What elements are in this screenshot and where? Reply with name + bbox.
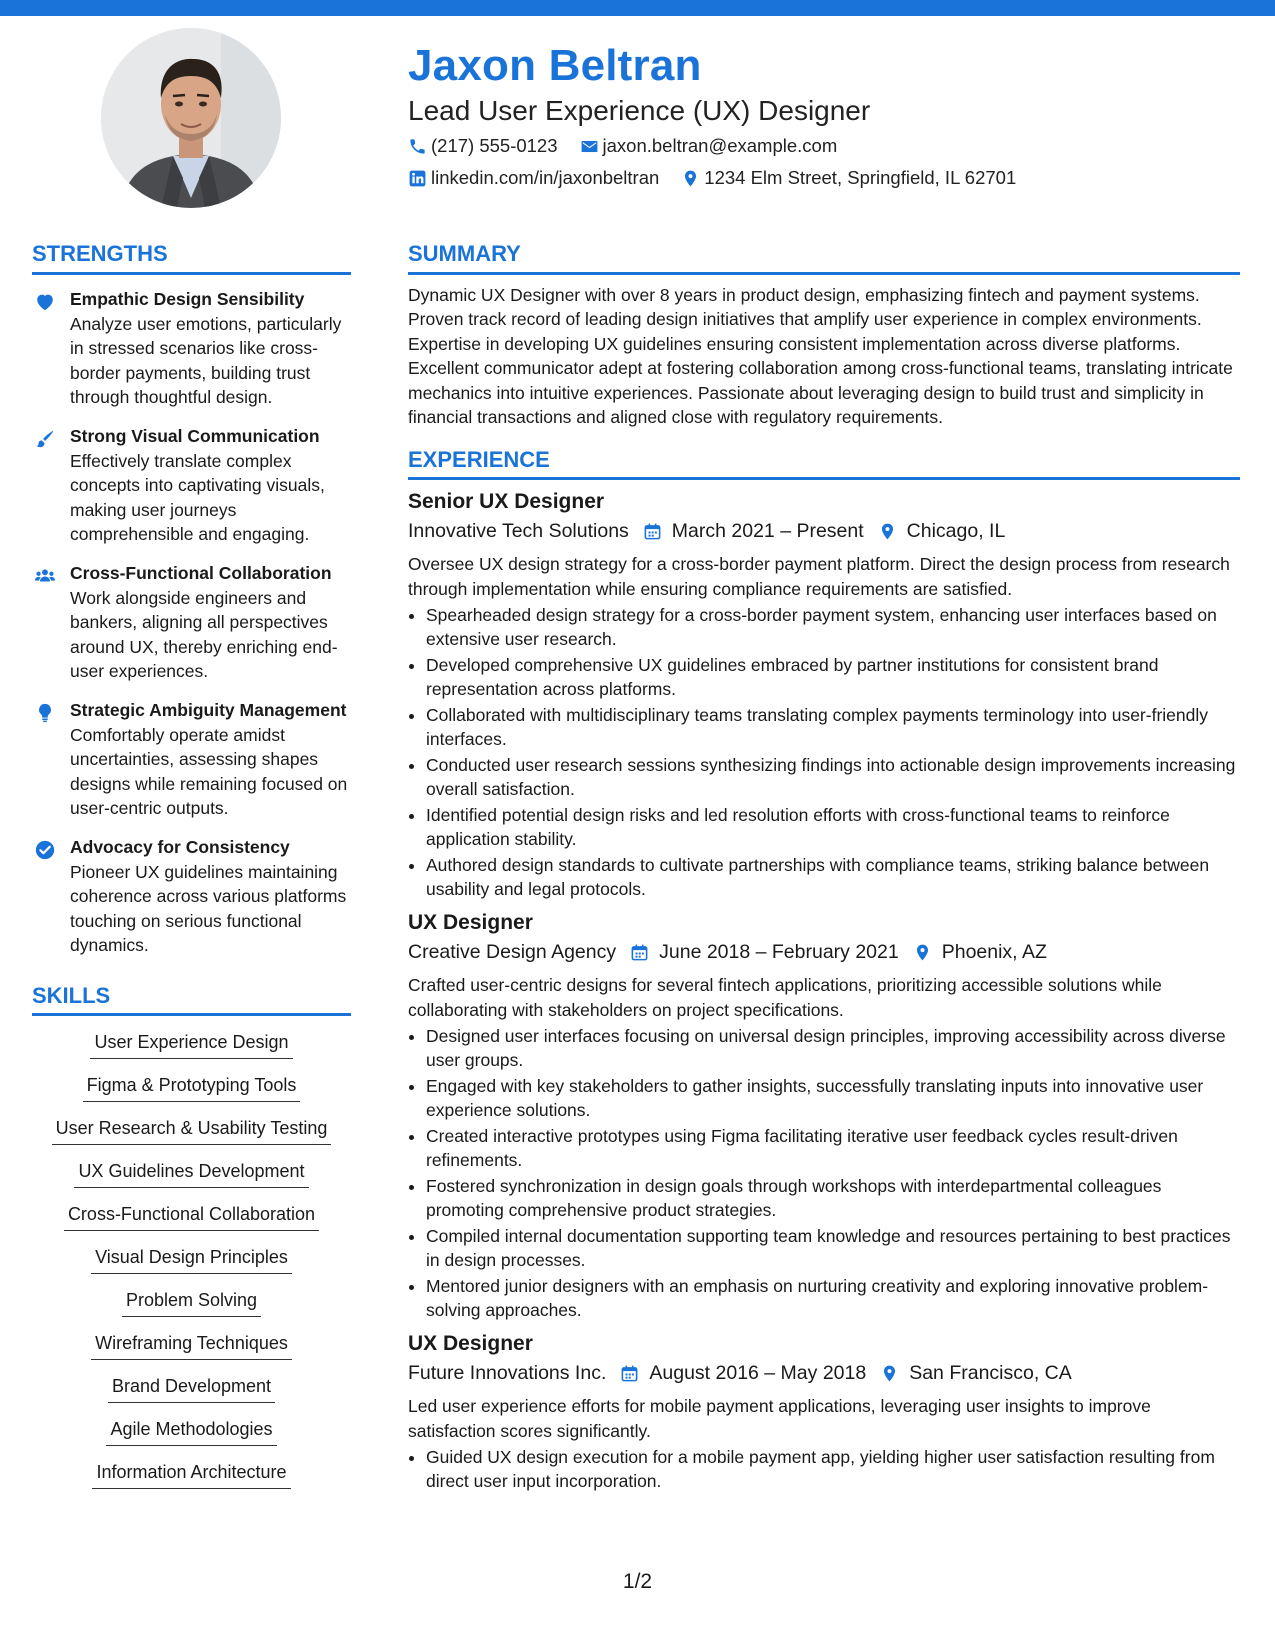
calendar-icon: [630, 943, 649, 962]
job-bullets: [408, 1445, 1240, 1493]
job-bullets: [408, 1024, 1240, 1322]
phone-icon: [408, 137, 427, 156]
job-title: UX Designer: [408, 911, 533, 934]
job-dates: June 2018 – February 2021: [659, 941, 899, 963]
email-text: jaxon.beltran@example.com: [602, 135, 838, 156]
candidate-role: Lead User Experience (UX) Designer: [408, 95, 871, 126]
location-pin-icon: [878, 522, 897, 541]
strength-item: [32, 563, 351, 684]
skill-item: User Research & Usability Testing: [52, 1116, 332, 1145]
contact-row-2: [408, 167, 1038, 189]
skill-item: Visual Design Principles: [91, 1245, 292, 1274]
job-entry: [408, 488, 1240, 901]
location-pin-icon: [913, 943, 932, 962]
bullet-item: • Mentored junior designers with an emphasis on nurturing creativity and exploring innovative problem-solving approaches.: [426, 1274, 1240, 1322]
job-dates: March 2021 – Present: [671, 520, 864, 542]
strength-item: [32, 837, 351, 958]
address-text: 1234 Elm Street, Springfield, IL 62701: [704, 167, 1017, 188]
email-contact[interactable]: [580, 135, 838, 157]
bullet-item: • Compiled internal documentation supporting team knowledge and resources pertaining to best practices in design processes.: [426, 1224, 1240, 1272]
strength-text: Work alongside engineers and bankers, aligning all perspectives around UX, thereby enriching end-user experiences.: [70, 587, 338, 681]
job-company: Creative Design Agency: [408, 941, 617, 963]
bullet-item: • Designed user interfaces focusing on universal design principles, improving accessibility across diverse user groups.: [426, 1024, 1240, 1072]
strength-title: Strategic Ambiguity Management: [70, 699, 347, 720]
skill-item: Information Architecture: [92, 1460, 290, 1489]
bullet-item: • Conducted user research sessions synthesizing findings into actionable design improvements increasing overall satisfaction.: [426, 753, 1240, 801]
job-entry: [408, 1330, 1240, 1493]
strength-text: Analyze user emotions, particularly in stressed scenarios like cross-border payments, building trust through thoughtful design.: [70, 313, 342, 407]
job-location: Phoenix, AZ: [941, 941, 1047, 963]
experience-heading: EXPERIENCE: [408, 446, 1240, 481]
address-contact: [681, 167, 1016, 189]
job-location: San Francisco, CA: [909, 1362, 1072, 1384]
profile-photo: [101, 28, 281, 208]
calendar-icon: [620, 1364, 639, 1383]
job-meta: [408, 516, 1240, 546]
skill-item: Problem Solving: [122, 1288, 261, 1317]
email-icon: [580, 137, 599, 156]
strength-title: Advocacy for Consistency: [70, 836, 290, 857]
phone-contact[interactable]: [408, 135, 558, 157]
skill-item: Cross-Functional Collaboration: [64, 1202, 319, 1231]
job-meta: [408, 937, 1240, 967]
location-pin-icon: [880, 1364, 899, 1383]
bullet-item: • Fostered synchronization in design goals through workshops with interdepartmental colleagues promoting comprehensive product strategies.: [426, 1174, 1240, 1222]
strengths-heading: STRENGTHS: [32, 240, 351, 275]
skill-item: Agile Methodologies: [106, 1417, 276, 1446]
calendar-icon: [643, 522, 662, 541]
bullet-item: • Collaborated with multidisciplinary teams translating complex payments terminology into user-friendly interfaces.: [426, 703, 1240, 751]
linkedin-icon: [408, 169, 427, 188]
job-dates: August 2016 – May 2018: [649, 1362, 867, 1384]
users-icon: [34, 565, 56, 587]
job-company: Future Innovations Inc.: [408, 1362, 607, 1384]
skill-item: UX Guidelines Development: [74, 1159, 308, 1188]
bullet-item: • Spearheaded design strategy for a cross-border payment system, enhancing user interfaces based on extensive user research.: [426, 603, 1240, 651]
strength-title: Strong Visual Communication: [70, 425, 320, 446]
job-title: UX Designer: [408, 1332, 533, 1355]
strength-item: [32, 700, 351, 821]
skill-item: Brand Development: [108, 1374, 275, 1403]
job-description: Led user experience efforts for mobile payment applications, leveraging user insights to improve satisfaction scores significantly.: [408, 1396, 1151, 1441]
bullet-item: • Engaged with key stakeholders to gather insights, successfully translating inputs into innovative user experience solutions.: [426, 1074, 1240, 1122]
job-company: Innovative Tech Solutions: [408, 520, 629, 542]
bullet-item: • Authored design standards to cultivate partnerships with compliance teams, striking balance between usability and legal protocols.: [426, 853, 1240, 901]
strength-text: Pioneer UX guidelines maintaining coherence across various platforms touching on serious functional dynamics.: [70, 861, 347, 955]
bullet-item: • Guided UX design execution for a mobile payment app, yielding higher user satisfaction resulting from direct user input incorporation.: [426, 1445, 1240, 1493]
bullet-item: • Developed comprehensive UX guidelines embraced by partner institutions for consistent brand representation across platforms.: [426, 653, 1240, 701]
lightbulb-icon: [34, 702, 56, 724]
paintbrush-icon: [34, 428, 56, 450]
linkedin-text: linkedin.com/in/jaxonbeltran: [431, 167, 660, 188]
skills-list: [32, 1030, 351, 1503]
job-title: Senior UX Designer: [408, 490, 605, 513]
bullet-item: • Identified potential design risks and led resolution efforts with cross-functional teams to reinforce application stability.: [426, 803, 1240, 851]
job-meta: [408, 1358, 1240, 1388]
check-circle-icon: [34, 839, 56, 861]
right-column: [408, 240, 1240, 1495]
job-location: Chicago, IL: [906, 520, 1006, 542]
avatar-illustration: [101, 28, 281, 208]
strength-item: [32, 426, 351, 547]
top-accent-bar: [0, 0, 1275, 16]
strength-title: Empathic Design Sensibility: [70, 288, 305, 309]
summary-text: Dynamic UX Designer with over 8 years in product design, emphasizing fintech and payment systems. Proven track record of leading design initiatives that amplify user experience in complex environments. Expertise in developing UX guidelines ensuring consistent implementation across diverse platforms. Excellent communicator adept at fostering collaboration among cross-functional teams, translating intricate mechanics into intuitive experiences. Passionate about leveraging design to build trust and simplicity in financial transactions and aligned close with regulatory requirements.: [408, 284, 1233, 427]
phone-text: (217) 555-0123: [431, 135, 558, 156]
skill-item: Figma & Prototyping Tools: [83, 1073, 301, 1102]
left-column: [32, 240, 351, 1503]
strength-text: Comfortably operate amidst uncertainties, assessing shapes designs while remaining focused on user-centric outputs.: [70, 724, 348, 818]
page-number: 1/2: [622, 1570, 653, 1593]
job-description: Crafted user-centric designs for several fintech applications, prioritizing accessible solutions while collaborating with stakeholders on project specifications.: [408, 975, 1162, 1020]
skill-item: Wireframing Techniques: [91, 1331, 292, 1360]
location-pin-icon: [681, 169, 700, 188]
strength-title: Cross-Functional Collaboration: [70, 562, 332, 583]
linkedin-contact[interactable]: [408, 167, 659, 189]
strength-item: [32, 289, 351, 410]
strength-text: Effectively translate complex concepts into captivating visuals, making user journeys comprehensible and engaging.: [70, 450, 325, 544]
summary-heading: SUMMARY: [408, 240, 1240, 275]
skill-item: User Experience Design: [90, 1030, 292, 1059]
job-entry: [408, 909, 1240, 1322]
job-description: Oversee UX design strategy for a cross-border payment platform. Direct the design process from research through implementation while ensuring compliance requirements are satisfied.: [408, 554, 1230, 599]
candidate-name: Jaxon Beltran: [408, 41, 702, 90]
skills-heading: SKILLS: [32, 982, 351, 1017]
contact-row-1: [408, 135, 859, 157]
heart-icon: [34, 291, 56, 313]
bullet-item: • Created interactive prototypes using Figma facilitating iterative user feedback cycles result-driven refinements.: [426, 1124, 1240, 1172]
job-bullets: [408, 603, 1240, 901]
